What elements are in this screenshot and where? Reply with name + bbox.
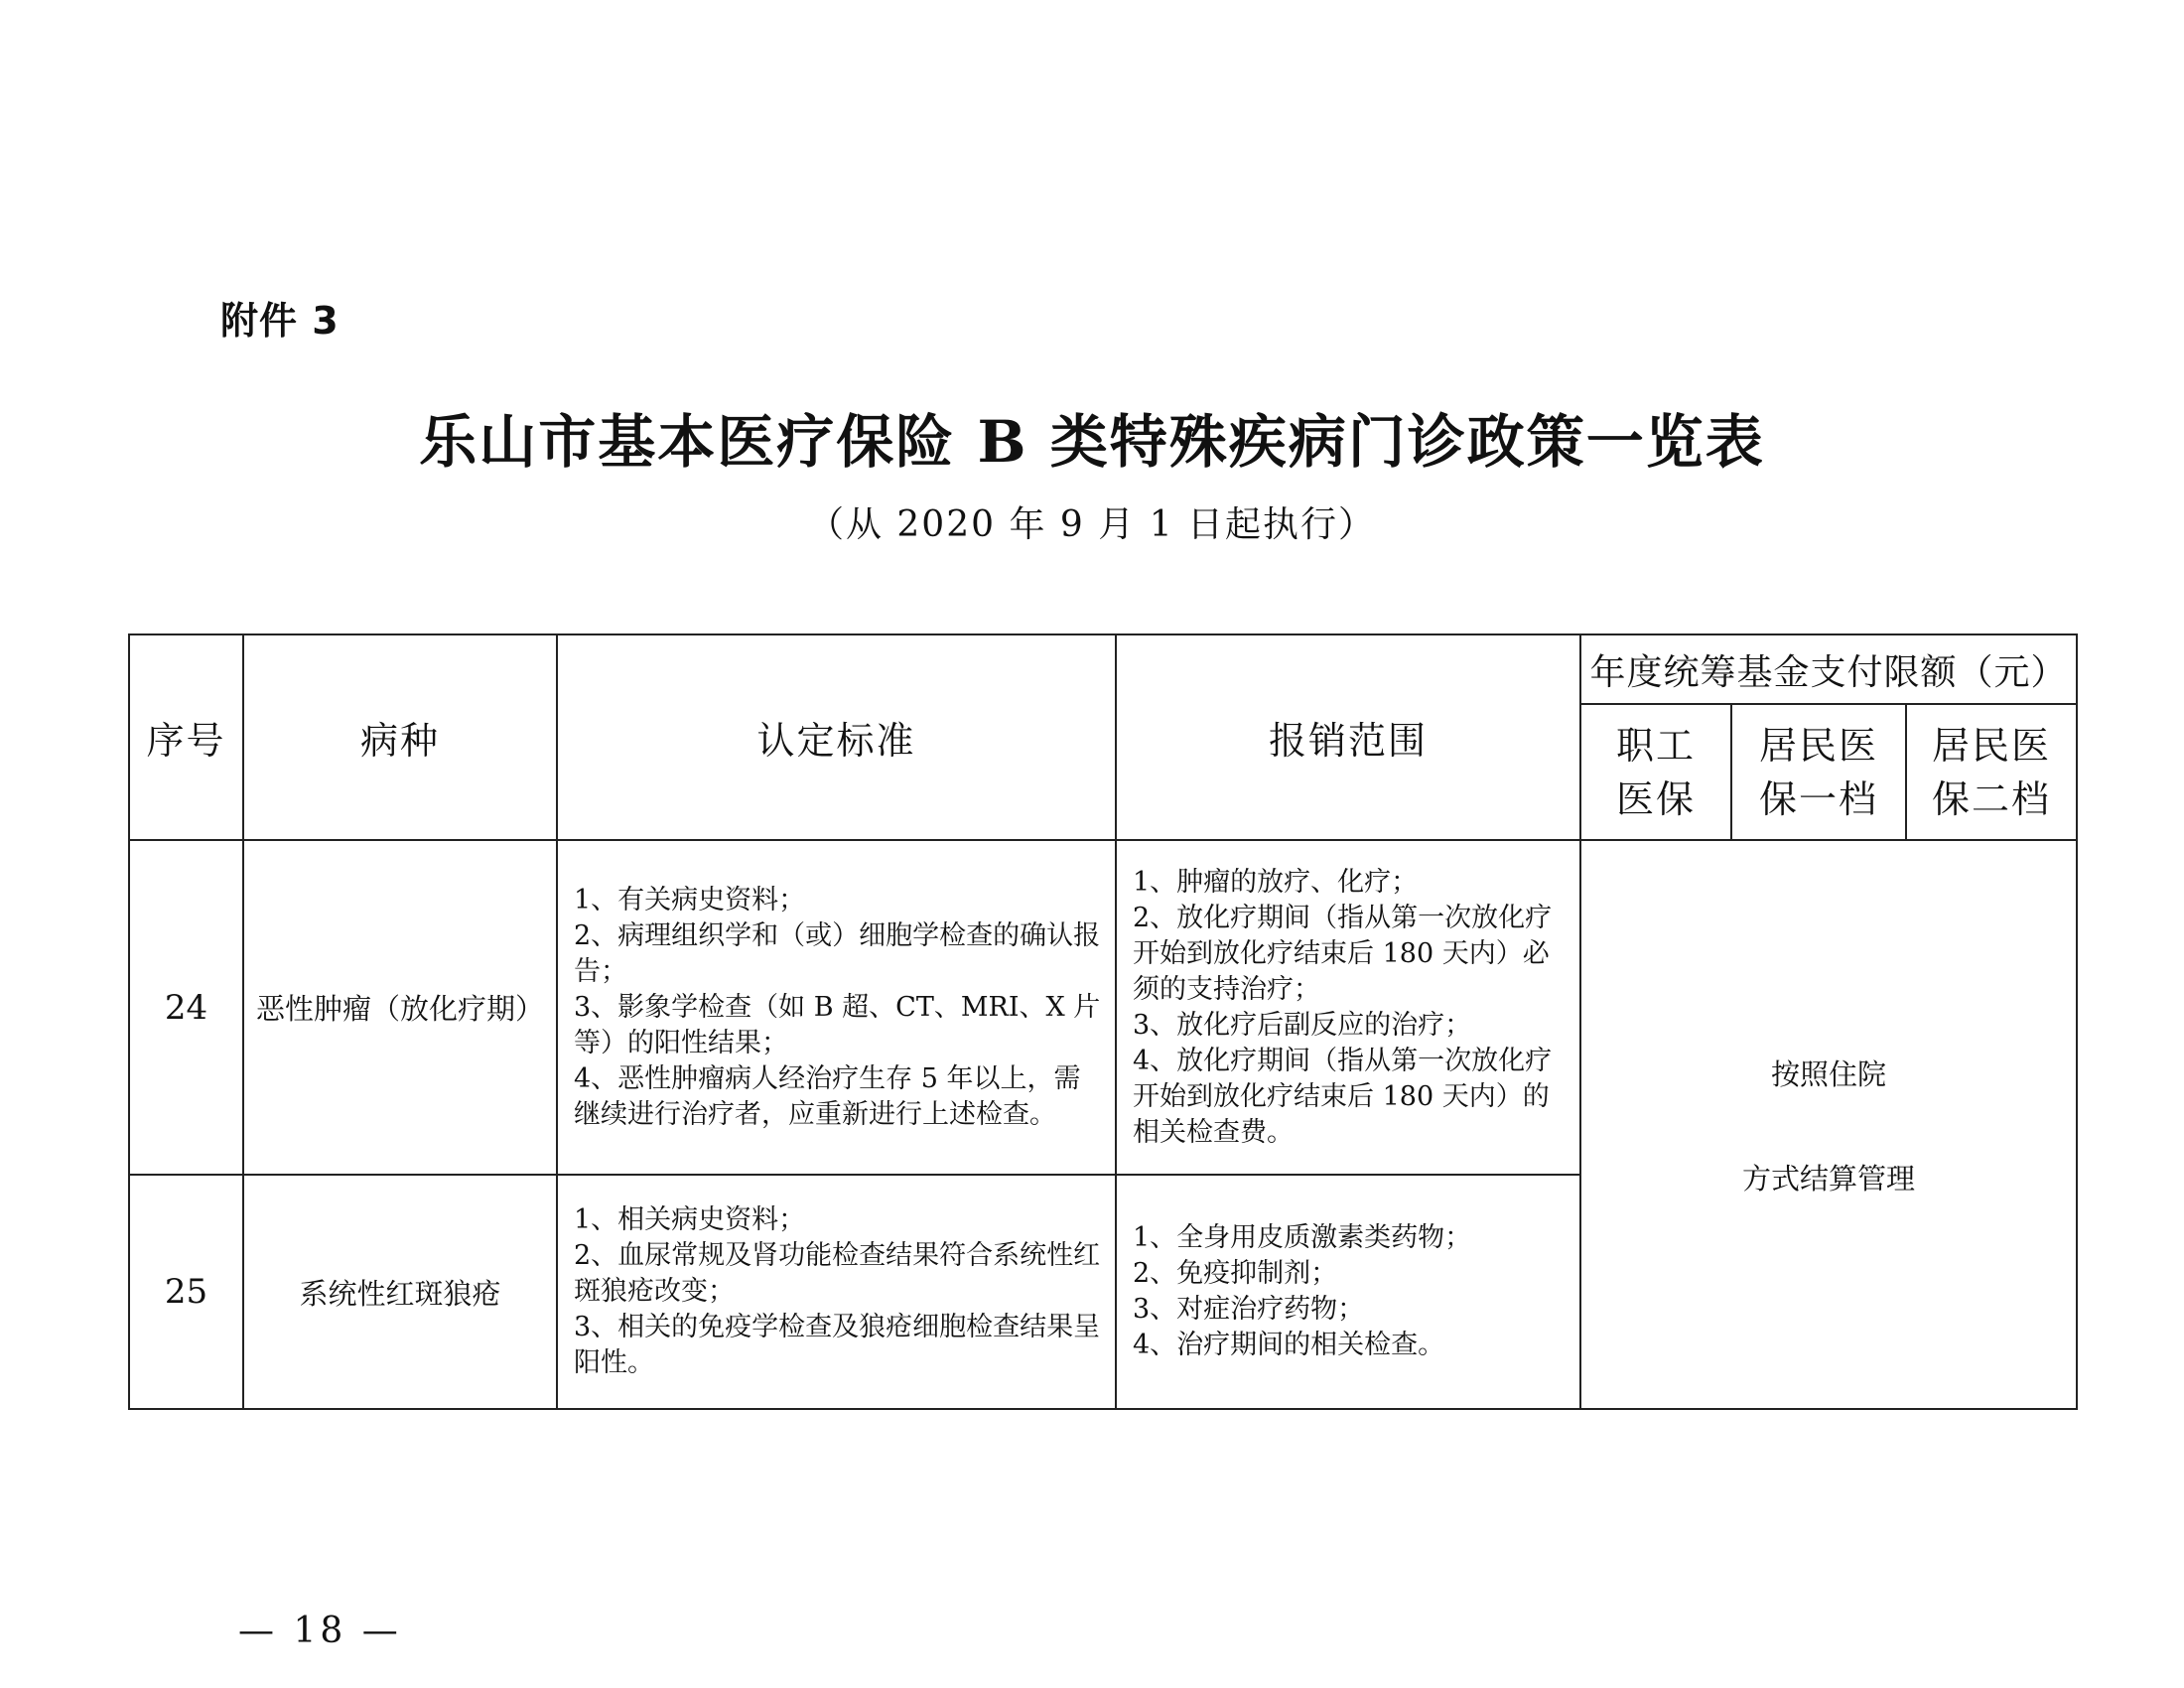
header-resident-tier-1 xyxy=(1731,704,1906,840)
header-criteria: 认定标准 xyxy=(557,634,1116,840)
header-scope: 报销范围 xyxy=(1116,634,1580,840)
row-scope xyxy=(1116,840,1580,1175)
header-employee-line: 医保 xyxy=(1615,776,1696,821)
criteria-item: 2、血尿常规及肾功能检查结果符合系统性红斑狼疮改变； xyxy=(574,1240,1101,1307)
criteria-item: 3、相关的免疫学检查及狼疮细胞检查结果呈阳性。 xyxy=(574,1312,1101,1378)
header-limit-group: 年度统筹基金支付限额（元） xyxy=(1580,634,2077,704)
header-employee-line: 职工 xyxy=(1615,723,1696,768)
header-seq: 序号 xyxy=(129,634,243,840)
criteria-item: 1、有关病史资料； xyxy=(574,884,806,915)
scope-item: 1、肿瘤的放疗、化疗； xyxy=(1133,866,1419,898)
policy-table xyxy=(128,633,2078,1410)
header-resident-tier-2 xyxy=(1906,704,2077,840)
limit-note-line: 按照住院 xyxy=(1771,1056,1887,1091)
limit-note-line: 方式结算管理 xyxy=(1742,1161,1916,1196)
scope-item: 2、放化疗期间（指从第一次放化疗开始到放化疗结束后 180 天内）必须的支持治疗； xyxy=(1133,902,1553,1005)
criteria-item: 1、相关病史资料； xyxy=(574,1204,806,1235)
scope-item: 4、治疗期间的相关检查。 xyxy=(1133,1330,1445,1360)
header-resident-tier-1-line: 居民医 xyxy=(1758,723,1878,768)
row-seq: 24 xyxy=(129,840,243,1175)
scope-item: 4、放化疗期间（指从第一次放化疗开始到放化疗结束后 180 天内）的相关检查费。 xyxy=(1133,1045,1553,1148)
row-disease: 系统性红斑狼疮 xyxy=(243,1175,557,1409)
attachment-label: 附件 3 xyxy=(220,299,340,343)
criteria-item: 2、病理组织学和（或）细胞学检查的确认报告； xyxy=(574,919,1101,987)
row-criteria xyxy=(557,840,1116,1175)
header-resident-tier-2-line: 居民医 xyxy=(1932,723,2052,768)
header-employee xyxy=(1580,704,1731,840)
scope-item: 1、全身用皮质激素类药物； xyxy=(1133,1222,1472,1253)
scope-item: 3、放化疗后副反应的治疗； xyxy=(1133,1009,1472,1041)
row-criteria xyxy=(557,1175,1116,1409)
scope-item: 3、对症治疗药物； xyxy=(1133,1294,1365,1325)
document-subtitle: （从 2020 年 9 月 1 日起执行） xyxy=(807,504,1377,545)
scope-item: 2、免疫抑制剂； xyxy=(1133,1258,1338,1289)
row-scope xyxy=(1116,1175,1580,1409)
page-number: — 18 — xyxy=(238,1611,402,1651)
header-resident-tier-1-line: 保一档 xyxy=(1758,776,1878,821)
table-header-row xyxy=(129,634,2077,704)
criteria-item: 4、恶性肿瘤病人经治疗生存 5 年以上，需继续进行治疗者，应重新进行上述检查。 xyxy=(574,1062,1081,1130)
document-title: 乐山市基本医疗保险 B 类特殊疾病门诊政策一览表 xyxy=(419,408,1765,476)
criteria-item: 3、影象学检查（如 B 超、CT、MRI、X 片等）的阳性结果； xyxy=(574,991,1101,1058)
row-disease: 恶性肿瘤（放化疗期） xyxy=(243,840,557,1175)
limit-note xyxy=(1580,840,2077,1409)
header-resident-tier-2-line: 保二档 xyxy=(1932,776,2052,821)
header-disease: 病种 xyxy=(243,634,557,840)
row-seq: 25 xyxy=(129,1175,243,1409)
table-row xyxy=(129,840,2077,1175)
